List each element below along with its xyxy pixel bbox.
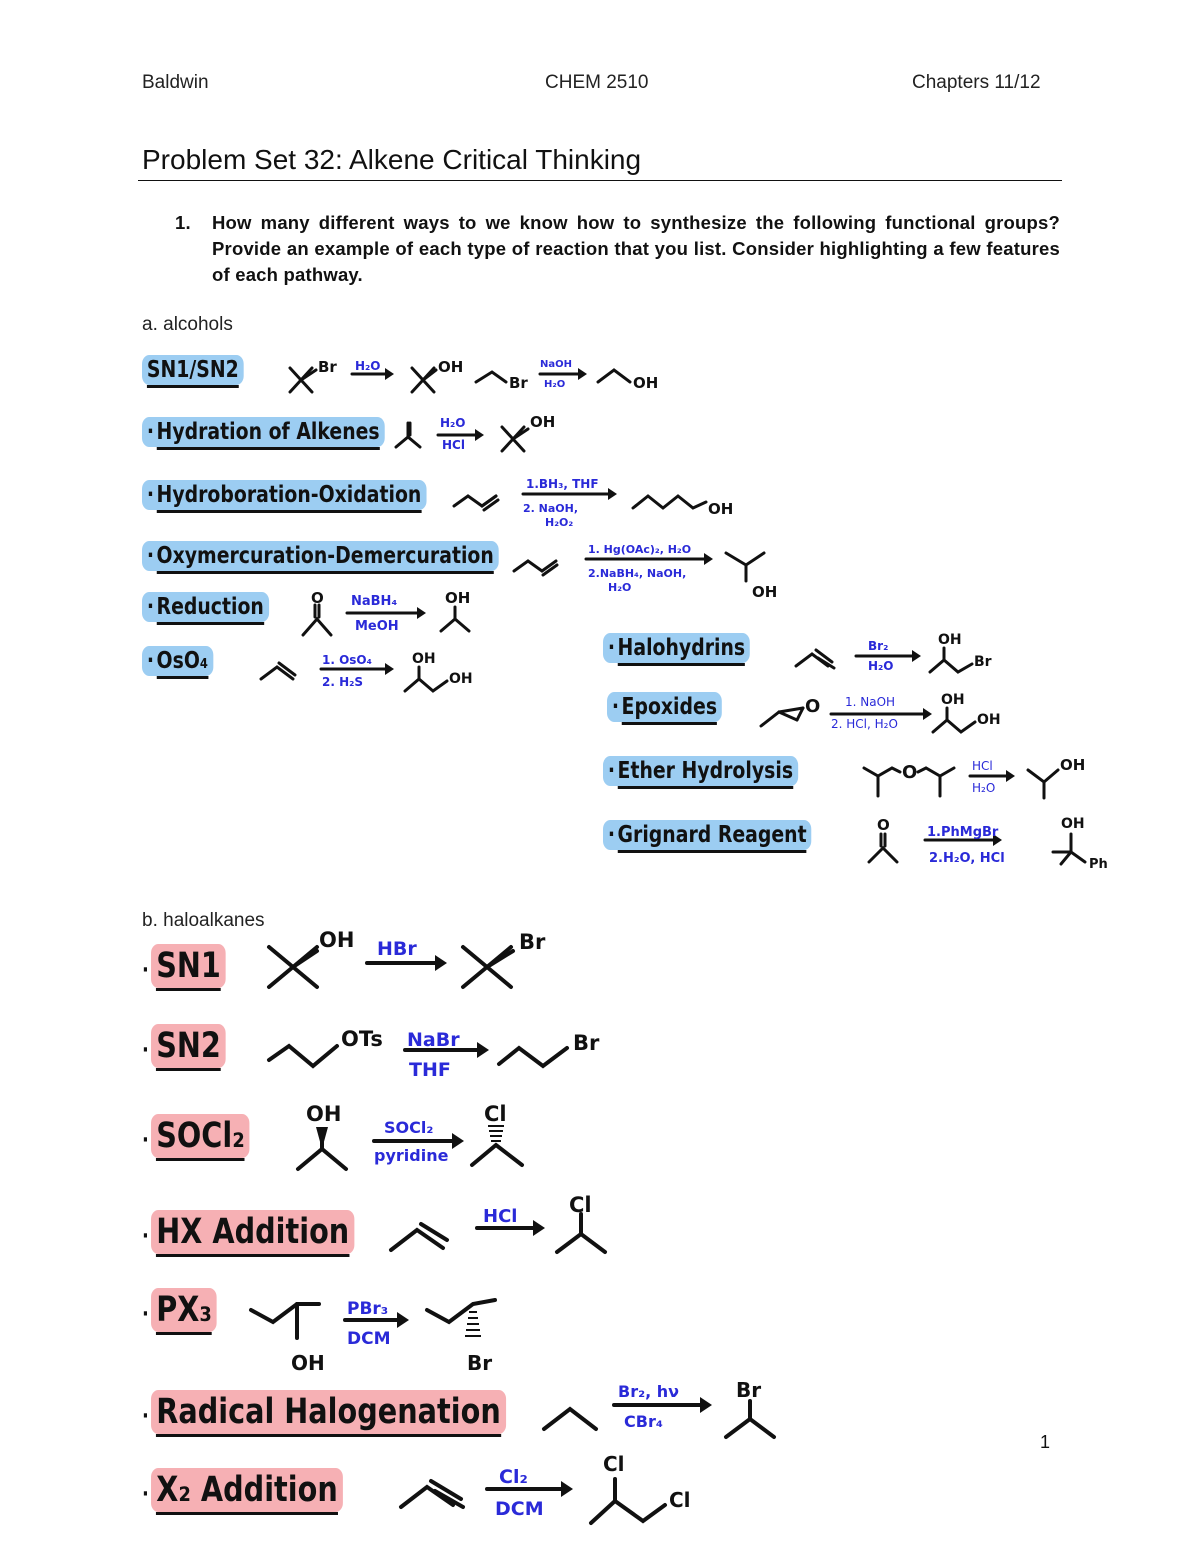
rxn-hydroboration [448,470,748,536]
rxn-ether-hydrolysis [860,748,1100,808]
hydroboration-reagent1: 1.BH₃, THF [526,477,599,491]
hydroboration-reagent3: H₂O₂ [545,516,574,529]
oso4-reagent1: 1. OsO₄ [322,653,372,667]
label-b-px3: · PX₃ [142,1290,217,1330]
b-x2-reagent1: Cl₂ [499,1466,528,1488]
rxn-b-sn2 [265,1018,625,1088]
b-px3-reagent2: DCM [347,1329,391,1349]
b-sn2-product: Br [573,1031,600,1055]
rxn-sn1-sn2 [280,350,680,410]
oxymercuration-product: OH [752,583,778,601]
b-sn2-reactant: OTs [341,1027,383,1051]
b-socl2-reagent2: pyridine [374,1146,449,1165]
grignard-reactant: O [877,816,890,834]
label-oxymercuration: · Oxymercuration-Demercuration [142,543,499,569]
page-title: Problem Set 32: Alkene Critical Thinking [142,144,642,175]
rxn-epoxides [755,686,1045,741]
grignard-product2: Ph [1089,857,1108,872]
header-course: CHEM 2510 [545,72,649,93]
header-author: Baldwin [142,72,209,93]
rxn-b-px3 [245,1290,525,1380]
oxymercuration-reagent1: 1. Hg(OAc)₂, H₂O [588,543,692,556]
page-number: 1 [1040,1432,1051,1452]
epoxides-product1: OH [941,692,965,708]
b-radical-product: Br [736,1378,762,1402]
reduction-reactant: O [311,589,324,607]
ether-reactant: O [902,762,918,783]
rxn-b-radical [540,1375,800,1455]
sn-reagent2a: NaOH [540,359,572,370]
b-sn1-product: Br [519,930,546,954]
question-number: 1. [175,212,191,233]
question-1 [175,210,1060,288]
epoxides-product2: OH [977,712,1001,728]
b-x2-product2: Cl [669,1488,691,1512]
ether-product: OH [1060,756,1086,774]
b-socl2-reactant: OH [306,1102,342,1126]
oxymercuration-reagent2: 2.NaBH₄, NaOH, [588,567,687,580]
b-px3-product: Br [467,1351,493,1375]
label-ether-hydrolysis: · Ether Hydrolysis [603,758,798,784]
label-hydration: · Hydration of Alkenes [142,419,385,445]
b-x2-product1: Cl [603,1452,625,1476]
rxn-reduction [295,585,495,645]
reduction-reagent1: NaBH₄ [351,594,398,609]
hydration-product: OH [530,413,556,431]
halohydrins-reagent1: Br₂ [868,639,889,653]
label-halohydrins: · Halohydrins [603,635,750,661]
b-px3-reagent1: PBr₃ [347,1299,389,1319]
header-chapters: Chapters 11/12 [912,72,1041,93]
b-px3-reactant: OH [291,1351,325,1375]
grignard-reagent2: 2.H₂O, HCl [929,851,1005,866]
hydroboration-reagent2: 2. NaOH, [523,502,579,515]
sn-p2: OH [633,374,659,392]
section-b-label: b. haloalkanes [142,910,265,931]
label-sn1-sn2: SN1/SN2 [142,357,244,383]
halohydrins-product2: Br [974,654,992,670]
oso4-product1: OH [412,651,436,667]
label-b-radical: · Radical Halogenation [142,1392,506,1432]
rxn-b-hx [385,1190,625,1265]
halohydrins-product1: OH [938,632,962,648]
section-a-label: a. alcohols [142,314,233,335]
b-sn2-reagent2: THF [409,1059,451,1081]
reduction-reagent2: MeOH [355,619,399,634]
label-reduction: · Reduction [142,594,269,620]
grignard-product1: OH [1061,816,1085,832]
label-epoxides: · Epoxides [607,694,722,720]
label-hydroboration: · Hydroboration-Oxidation [142,482,426,508]
b-radical-reagent1: Br₂, hν [618,1382,680,1401]
sn-r2: Br [509,374,528,392]
label-oso4: · OsO₄ [142,648,213,674]
b-socl2-product: Cl [484,1102,507,1126]
rxn-grignard [865,812,1125,874]
label-b-x2: · X₂ Addition [142,1470,343,1510]
rxn-b-sn1 [265,925,585,995]
reduction-product: OH [445,589,471,607]
b-sn1-reactant: OH [319,928,355,952]
rxn-hydration [390,405,570,465]
rxn-oxymercuration [508,535,808,605]
ether-reagent1: HCl [972,759,993,773]
label-b-socl2: · SOCl₂ [142,1116,250,1156]
rxn-halohydrins [790,628,1040,683]
question-text: How many different ways to we know how to synthesize the following functional groups? Provide an example of each type of reaction that you list. Consider highlighting a few features of each pathway. [212,212,1060,285]
title-rule [138,180,1062,181]
label-b-sn2: · SN2 [142,1026,226,1066]
epoxides-reagent2: 2. HCl, H₂O [831,717,898,731]
oso4-reagent2: 2. H₂S [322,675,364,689]
rxn-b-x2 [395,1445,715,1535]
b-hx-product: Cl [569,1193,592,1217]
b-sn1-reagent1: HBr [377,938,417,960]
sn-reagent2b: H₂O [544,379,566,390]
oxymercuration-reagent3: H₂O [608,581,632,594]
b-socl2-reagent1: SOCl₂ [384,1118,434,1137]
sn-p1: OH [438,358,464,376]
label-b-hx: · HX Addition [142,1212,354,1252]
ether-reagent2: H₂O [972,781,996,795]
sn-r1: Br [318,358,337,376]
b-sn2-reagent1: NaBr [407,1029,460,1051]
grignard-reagent1: 1.PhMgBr [927,825,999,840]
rxn-b-socl2 [292,1095,542,1175]
halohydrins-reagent2: H₂O [868,659,894,673]
hydroboration-product: OH [708,500,734,518]
epoxides-reagent1: 1. NaOH [845,695,896,709]
hydration-reagent2: HCl [442,438,465,452]
b-x2-reagent2: DCM [495,1498,544,1520]
hydration-reagent1: H₂O [440,416,466,430]
label-grignard: · Grignard Reagent [603,822,812,848]
oso4-product2: OH [449,671,473,687]
rxn-oso4 [255,645,495,705]
epoxides-reactant: O [805,696,821,717]
b-hx-reagent1: HCl [483,1206,518,1227]
label-b-sn1: · SN1 [142,946,226,986]
sn-reagent1: H₂O [355,359,381,373]
b-radical-reagent2: CBr₄ [624,1412,663,1431]
